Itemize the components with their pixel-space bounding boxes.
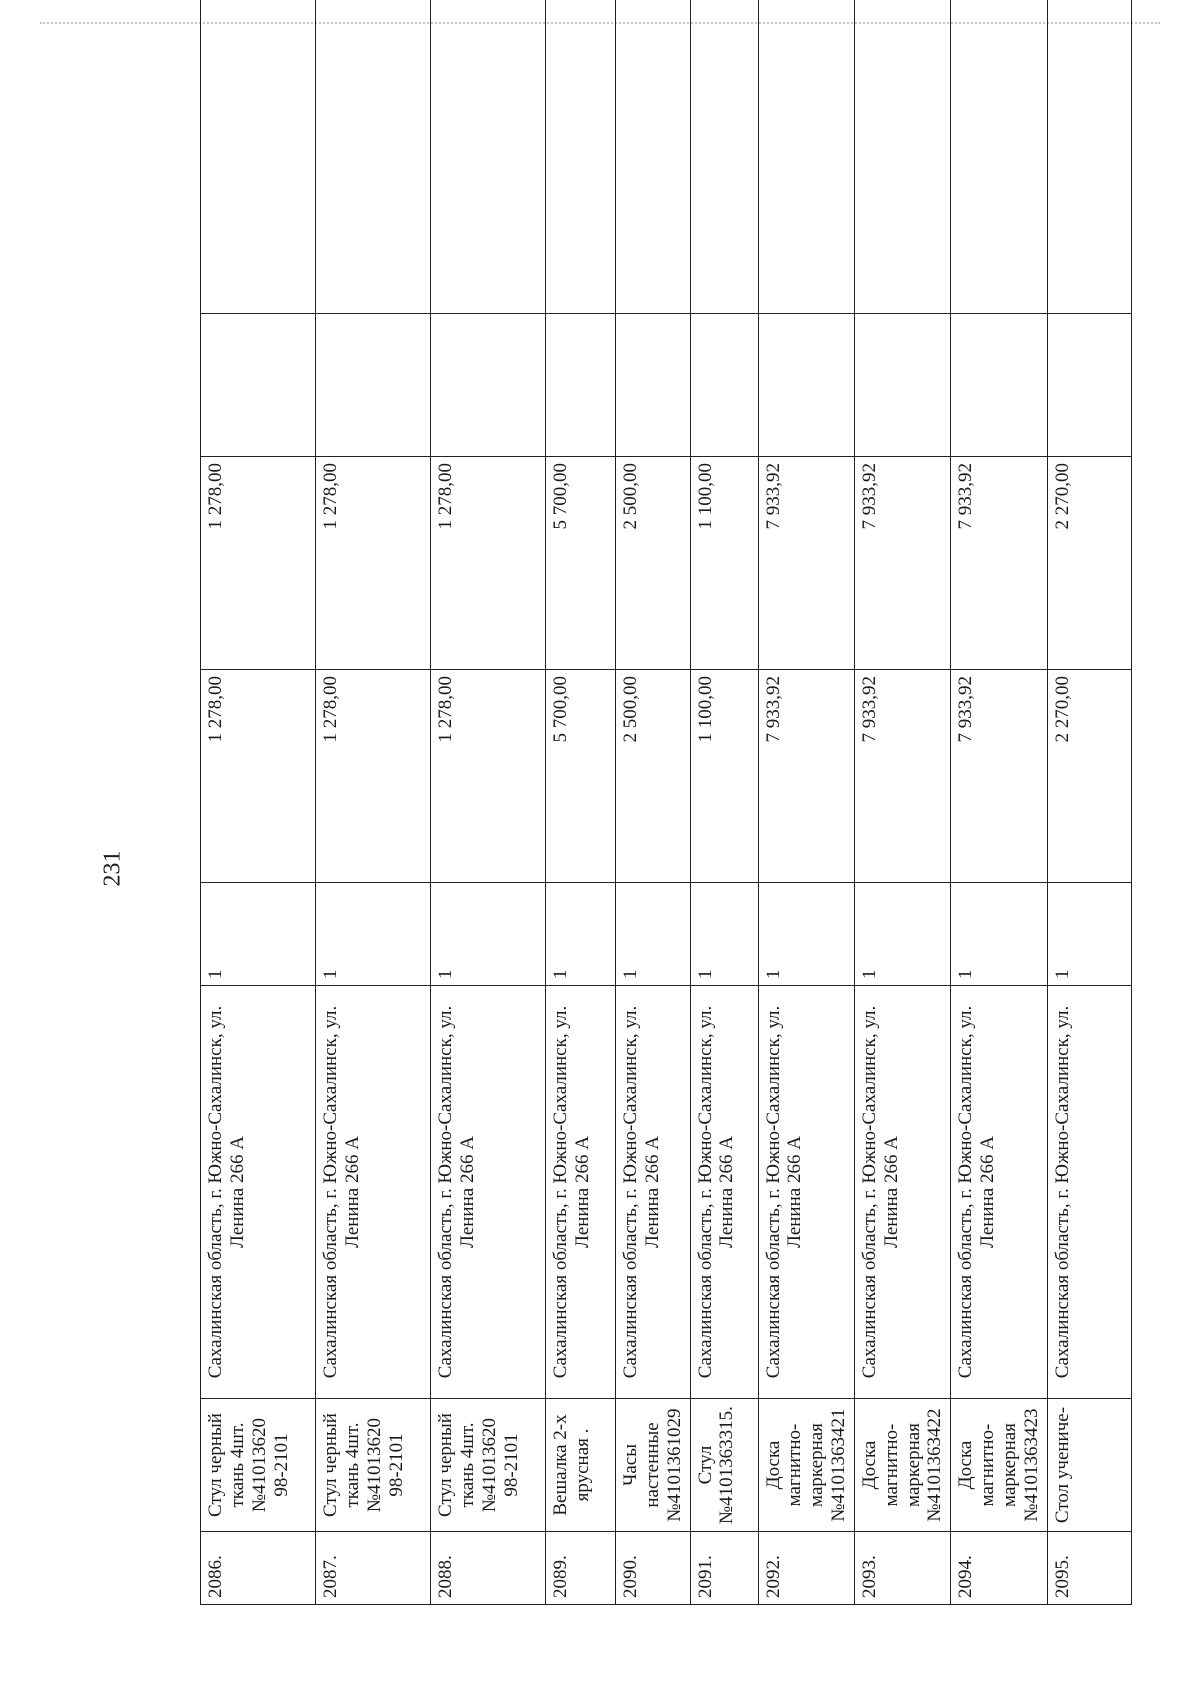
table-row xyxy=(316,0,431,1605)
item-value-1: 1 278,00 xyxy=(316,670,431,883)
table-row xyxy=(616,0,691,1605)
empty-cell xyxy=(616,314,691,457)
item-value-2: 1 278,00 xyxy=(316,457,431,670)
row-number: 2088. xyxy=(431,1532,546,1605)
empty-cell xyxy=(546,314,616,457)
empty-cell xyxy=(854,0,950,314)
item-value-1: 7 933,92 xyxy=(951,670,1047,883)
item-value-2: 5 700,00 xyxy=(546,457,616,670)
item-name: Вешалка 2-х ярусная . xyxy=(546,1399,616,1532)
item-address: Сахалинская область, г. Южно-Сахалинск, ул. Ленина 266 А xyxy=(690,986,758,1399)
empty-cell xyxy=(854,314,950,457)
item-quantity: 1 xyxy=(616,883,691,986)
empty-cell xyxy=(431,0,546,314)
table-row xyxy=(854,0,950,1605)
table-row xyxy=(951,0,1047,1605)
row-number: 2090. xyxy=(616,1532,691,1605)
item-value-1: 2 270,00 xyxy=(1047,670,1131,883)
empty-cell xyxy=(201,314,316,457)
empty-cell xyxy=(546,0,616,314)
empty-cell xyxy=(316,0,431,314)
item-quantity: 1 xyxy=(546,883,616,986)
item-value-2: 2 270,00 xyxy=(1047,457,1131,670)
table-row xyxy=(690,0,758,1605)
item-name: Стул черный ткань 4шт.№41013620 98-2101 xyxy=(316,1399,431,1532)
item-quantity: 1 xyxy=(316,883,431,986)
row-number: 2095. xyxy=(1047,1532,1131,1605)
row-number: 2094. xyxy=(951,1532,1047,1605)
item-quantity: 1 xyxy=(951,883,1047,986)
item-name: Стул черный ткань 4шт.№41013620 98-2101 xyxy=(431,1399,546,1532)
item-address: Сахалинская область, г. Южно-Сахалинск, ул. Ленина 266 А xyxy=(431,986,546,1399)
item-value-1: 7 933,92 xyxy=(854,670,950,883)
empty-cell xyxy=(201,0,316,314)
item-quantity: 1 xyxy=(690,883,758,986)
item-name: Доска магнитно-маркерная №4101363421 xyxy=(758,1399,854,1532)
item-quantity: 1 xyxy=(854,883,950,986)
item-name: Стул №4101363315. xyxy=(690,1399,758,1532)
item-value-2: 7 933,92 xyxy=(951,457,1047,670)
empty-cell xyxy=(431,314,546,457)
empty-cell xyxy=(758,0,854,314)
item-quantity: 1 xyxy=(1047,883,1131,986)
item-value-1: 2 500,00 xyxy=(616,670,691,883)
empty-cell xyxy=(690,0,758,314)
row-number: 2089. xyxy=(546,1532,616,1605)
row-number: 2092. xyxy=(758,1532,854,1605)
item-value-2: 2 500,00 xyxy=(616,457,691,670)
item-address: Сахалинская область, г. Южно-Сахалинск, ул. Ленина 266 А xyxy=(201,986,316,1399)
item-value-2: 1 278,00 xyxy=(431,457,546,670)
item-quantity: 1 xyxy=(201,883,316,986)
page-number: 231 xyxy=(99,850,126,887)
item-quantity: 1 xyxy=(758,883,854,986)
row-number: 2091. xyxy=(690,1532,758,1605)
rotated-table-container xyxy=(200,71,1104,1605)
table-row xyxy=(1047,0,1131,1605)
item-value-1: 1 278,00 xyxy=(431,670,546,883)
item-name: Часы настенные №4101361029 xyxy=(616,1399,691,1532)
empty-cell xyxy=(690,314,758,457)
inventory-table xyxy=(200,0,1132,1605)
table-row xyxy=(431,0,546,1605)
item-name: Стол учениче- xyxy=(1047,1399,1131,1532)
item-value-1: 1 100,00 xyxy=(690,670,758,883)
item-value-1: 1 278,00 xyxy=(201,670,316,883)
row-number: 2093. xyxy=(854,1532,950,1605)
item-name: Стул черный ткань 4шт.№41013620 98-2101 xyxy=(201,1399,316,1532)
item-value-2: 7 933,92 xyxy=(758,457,854,670)
item-address: Сахалинская область, г. Южно-Сахалинск, ул. Ленина 266 А xyxy=(546,986,616,1399)
item-value-1: 7 933,92 xyxy=(758,670,854,883)
table-row xyxy=(201,0,316,1605)
item-address: Сахалинская область, г. Южно-Сахалинск, ул. Ленина 266 А xyxy=(854,986,950,1399)
item-address: Сахалинская область, г. Южно-Сахалинск, ул. Ленина 266 А xyxy=(316,986,431,1399)
item-address: Сахалинская область, г. Южно-Сахалинск, ул. Ленина 266 А xyxy=(951,986,1047,1399)
item-name: Доска магнитно-маркерная №4101363423 xyxy=(951,1399,1047,1532)
item-quantity: 1 xyxy=(431,883,546,986)
row-number: 2087. xyxy=(316,1532,431,1605)
item-address: Сахалинская область, г. Южно-Сахалинск, ул. Ленина 266 А xyxy=(616,986,691,1399)
empty-cell xyxy=(1047,0,1131,314)
table-row xyxy=(758,0,854,1605)
table-row xyxy=(546,0,616,1605)
row-number: 2086. xyxy=(201,1532,316,1605)
empty-cell xyxy=(951,0,1047,314)
item-name: Доска магнитно-маркерная №4101363422 xyxy=(854,1399,950,1532)
empty-cell xyxy=(951,314,1047,457)
item-address: Сахалинская область, г. Южно-Сахалинск, ул. xyxy=(1047,986,1131,1399)
item-address: Сахалинская область, г. Южно-Сахалинск, ул. Ленина 266 А xyxy=(758,986,854,1399)
empty-cell xyxy=(316,314,431,457)
empty-cell xyxy=(758,314,854,457)
empty-cell xyxy=(616,0,691,314)
item-value-1: 5 700,00 xyxy=(546,670,616,883)
item-value-2: 7 933,92 xyxy=(854,457,950,670)
empty-cell xyxy=(1047,314,1131,457)
item-value-2: 1 278,00 xyxy=(201,457,316,670)
item-value-2: 1 100,00 xyxy=(690,457,758,670)
